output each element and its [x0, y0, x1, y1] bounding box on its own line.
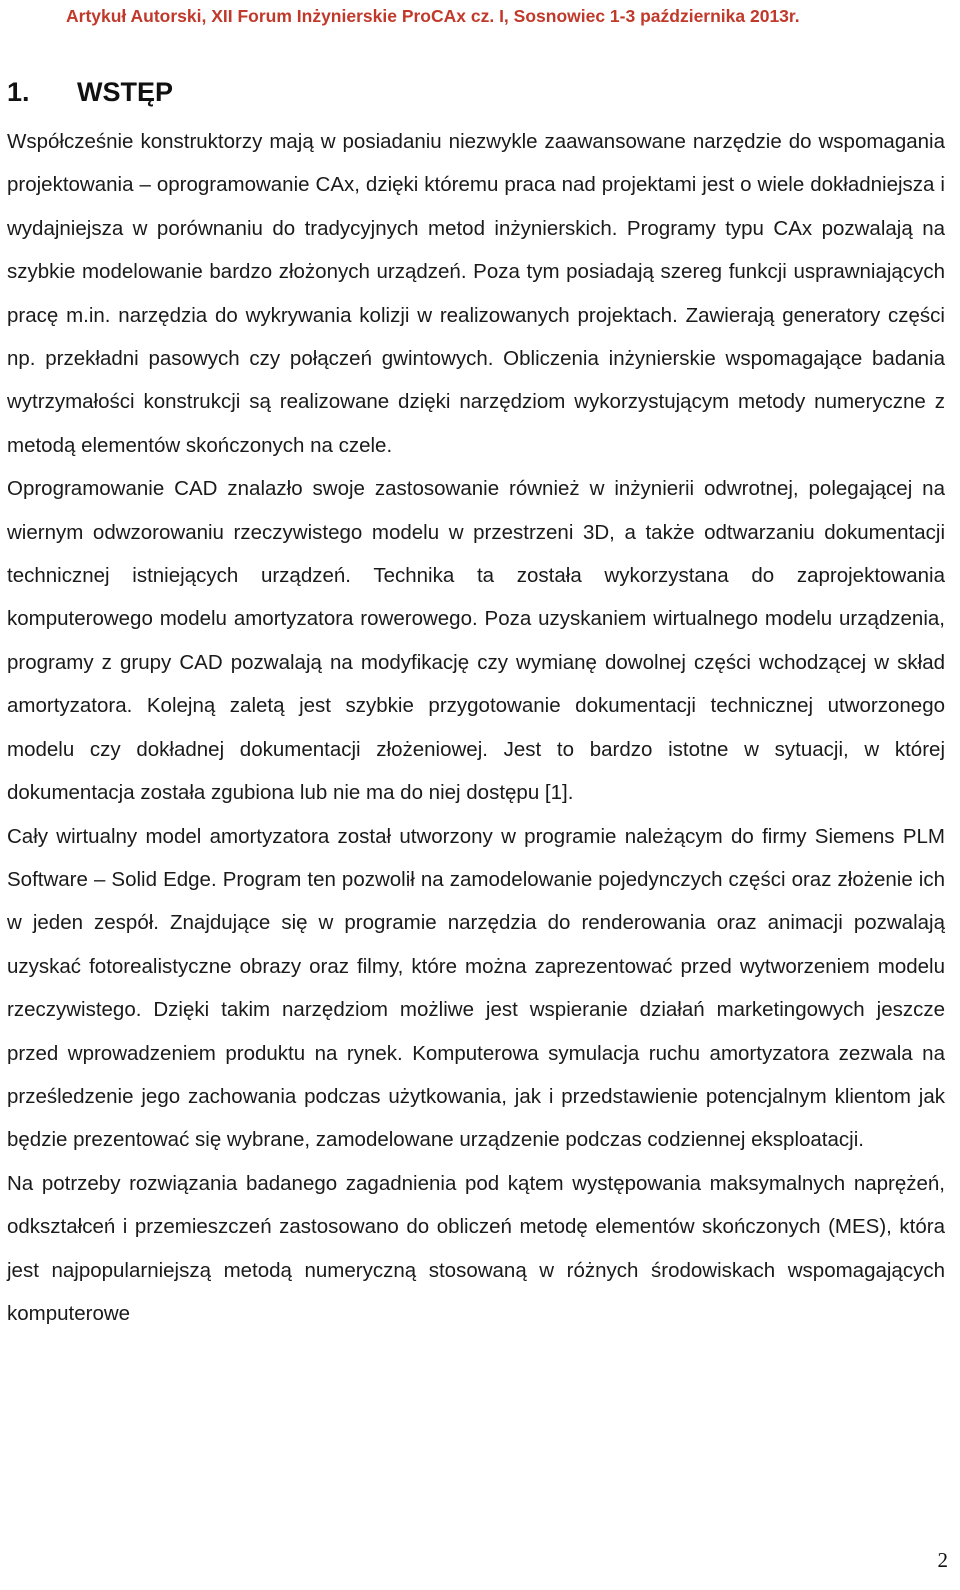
paragraph: Oprogramowanie CAD znalazło swoje zastosowanie również w inżynierii odwrotnej, polegającej na wiernym odwzorowaniu rzeczywistego modelu w przestrzeni 3D, a także odtwarzaniu dokumentacji technicznej istniejących urządzeń. Technika ta została wykorzystana do zaprojektowania komputerowego modelu amortyzatora rowerowego. Poza uzyskaniem wirtualnego modelu urządzenia, programy z grupy CAD pozwalają na modyfikację czy wymianę dowolnej części wchodzącej w skład amortyzatora. Kolejną zaletą jest szybkie przygotowanie dokumentacji technicznej utworzonego modelu czy dokładnej dokumentacji złożeniowej. Jest to bardzo istotne w sytuacji, w której dokumentacja została zgubiona lub nie ma do niej dostępu [1]. [7, 477, 945, 805]
paragraph: Cały wirtualny model amortyzatora został utworzony w programie należącym do firmy Siemens PLM Software – Solid Edge. Program ten pozwolił na zamodelowanie pojedynczych części oraz złożenie ich w jeden zespół. Znajdujące się w programie narzędzia do renderowania oraz animacji pozwalają uzyskać fotorealistyczne obrazy oraz filmy, które można zaprezentować przed wytworzeniem modelu rzeczywistego. Dzięki takim narzędziom możliwe jest wspieranie działań marketingowych jeszcze przed wprowadzeniem produktu na rynek. Komputerowa symulacja ruchu amortyzatora zezwala na prześledzenie jego zachowania podczas użytkowania, jak i przedstawienie potencjalnym klientom jak będzie prezentować się wybrane, zamodelowane urządzenie podczas codziennej eksploatacji. [7, 824, 945, 1152]
body-text [7, 120, 945, 1335]
section-number: 1. [7, 77, 30, 107]
paragraph: Współcześnie konstruktorzy mają w posiadaniu niezwykle zaawansowane narzędzie do wspomagania projektowania – oprogramowanie CAx, dzięki któremu praca nad projektami jest o wiele dokładniejsza i wydajniejsza w porównaniu do tradycyjnych metod inżynierskich. Programy typu CAx pozwalają na szybkie modelowanie bardzo złożonych urządzeń. Poza tym posiadają szereg funkcji usprawniających pracę m.in. narzędzia do wykrywania kolizji w realizowanych projektach. Zawierają generatory części np. przekładni pasowych czy połączeń gwintowych. Obliczenia inżynierskie wspomagające badania wytrzymałości konstrukcji są realizowane dzięki narzędziom wykorzystującym metody numeryczne z metodą elementów skończonych na czele. [7, 130, 945, 457]
page-number: 2 [937, 1548, 948, 1572]
section-title: WSTĘP [77, 77, 174, 107]
section-heading [7, 76, 173, 108]
paragraph: Na potrzeby rozwiązania badanego zagadnienia pod kątem występowania maksymalnych naprężeń, odkształceń i przemieszczeń zastosowano do obliczeń metodę elementów skończonych (MES), która jest najpopularniejszą metodą numeryczną stosowaną w różnych środowiskach wspomagających komputerowe [7, 1171, 945, 1325]
running-header: Artykuł Autorski, XII Forum Inżynierskie ProCAx cz. I, Sosnowiec 1-3 października 2013r. [66, 6, 800, 26]
